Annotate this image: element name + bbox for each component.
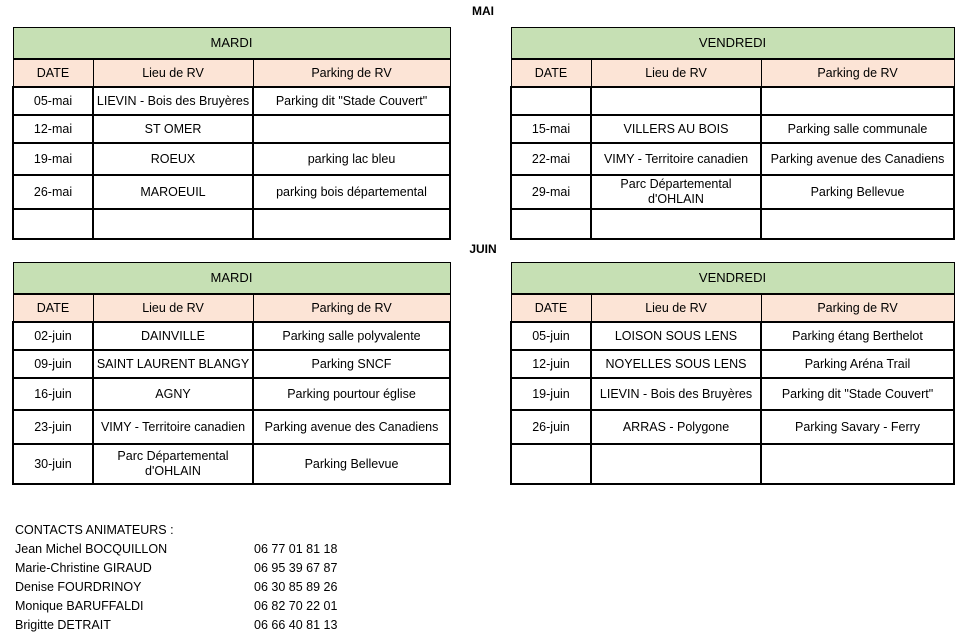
parking-cell: Parking SNCF [253,350,450,378]
lieu-cell [591,87,761,115]
table-row [511,115,954,143]
lieu-cell: LIEVIN - Bois des Bruyères [93,87,253,115]
table-row [13,378,450,410]
parking-cell: Parking salle polyvalente [253,322,450,350]
lieu-cell: SAINT LAURENT BLANGY [93,350,253,378]
table-row [13,444,450,484]
schedule-table-juin-vendredi [510,262,955,485]
table-row [511,209,954,239]
table-row [13,143,450,175]
schedule-table-mai-vendredi [510,27,955,240]
date-column-header: DATE [511,294,591,322]
parking-cell: Parking avenue des Canadiens [761,143,954,175]
lieu-cell [591,444,761,484]
lieu-cell: ST OMER [93,115,253,143]
contact-phone: 06 95 39 67 87 [254,561,338,575]
parking-cell [253,209,450,239]
date-cell: 05-mai [13,87,93,115]
date-cell: 29-mai [511,175,591,209]
date-cell: 19-juin [511,378,591,410]
date-cell: 15-mai [511,115,591,143]
date-cell: 22-mai [511,143,591,175]
table-row [511,143,954,175]
lieu-cell: VIMY - Territoire canadien [93,410,253,444]
table-row [511,444,954,484]
table-row [511,410,954,444]
date-cell: 12-juin [511,350,591,378]
parking-cell: Parking Aréna Trail [761,350,954,378]
parking-cell: Parking étang Berthelot [761,322,954,350]
lieu-cell: Parc Départemental d'OHLAIN [93,444,253,484]
weekday-header: VENDREDI [511,28,954,60]
table-row [511,175,954,209]
table-row [13,350,450,378]
lieu-column-header: Lieu de RV [93,59,253,87]
lieu-cell [93,209,253,239]
table-row [13,322,450,350]
table-row [13,87,450,115]
date-cell: 26-juin [511,410,591,444]
parking-cell: Parking avenue des Canadiens [253,410,450,444]
date-cell: 16-juin [13,378,93,410]
contact-row [15,559,337,578]
contact-name: Marie-Christine GIRAUD [15,561,152,575]
parking-cell: Parking Savary - Ferry [761,410,954,444]
date-cell [13,209,93,239]
table-row [511,322,954,350]
parking-column-header: Parking de RV [253,294,450,322]
parking-cell [761,444,954,484]
weekday-header: MARDI [13,263,450,295]
schedule-table-juin-mardi [12,262,451,485]
lieu-cell: NOYELLES SOUS LENS [591,350,761,378]
parking-cell: parking bois départemental [253,175,450,209]
date-cell: 09-juin [13,350,93,378]
contact-name: Brigitte DETRAIT [15,618,111,632]
weekday-header: MARDI [13,28,450,60]
contact-phone: 06 66 40 81 13 [254,618,338,632]
date-column-header: DATE [13,59,93,87]
lieu-cell: ARRAS - Polygone [591,410,761,444]
lieu-cell: LIEVIN - Bois des Bruyères [591,378,761,410]
lieu-cell [591,209,761,239]
lieu-cell: DAINVILLE [93,322,253,350]
contact-name: Denise FOURDRINOY [15,580,142,594]
date-cell [511,87,591,115]
schedule-table-mai-mardi [12,27,451,240]
table-row [511,87,954,115]
date-cell: 30-juin [13,444,93,484]
table-row [13,209,450,239]
table-row [511,378,954,410]
table-row [13,115,450,143]
contacts-block [15,521,337,635]
date-cell: 23-juin [13,410,93,444]
parking-cell: parking lac bleu [253,143,450,175]
weekday-header: VENDREDI [511,263,954,295]
lieu-cell: ROEUX [93,143,253,175]
month-title-juin: JUIN [469,242,497,256]
contact-name: Jean Michel BOCQUILLON [15,542,168,556]
contact-row [15,597,337,616]
contact-phone: 06 30 85 89 26 [254,580,338,594]
contacts-title: CONTACTS ANIMATEURS : [15,523,174,537]
parking-cell [253,115,450,143]
lieu-cell: VILLERS AU BOIS [591,115,761,143]
parking-cell [761,87,954,115]
table-row [13,410,450,444]
lieu-cell: AGNY [93,378,253,410]
lieu-column-header: Lieu de RV [591,294,761,322]
contact-phone: 06 77 01 81 18 [254,542,338,556]
parking-cell [761,209,954,239]
month-title-mai: MAI [472,4,494,18]
lieu-cell: VIMY - Territoire canadien [591,143,761,175]
date-cell: 12-mai [13,115,93,143]
lieu-column-header: Lieu de RV [591,59,761,87]
lieu-cell: MAROEUIL [93,175,253,209]
parking-cell: Parking dit "Stade Couvert" [761,378,954,410]
date-cell: 26-mai [13,175,93,209]
parking-column-header: Parking de RV [253,59,450,87]
parking-cell: Parking salle communale [761,115,954,143]
lieu-column-header: Lieu de RV [93,294,253,322]
parking-column-header: Parking de RV [761,59,954,87]
contact-row [15,616,337,635]
parking-cell: Parking Bellevue [253,444,450,484]
contact-name: Monique BARUFFALDI [15,599,144,613]
parking-cell: Parking pourtour église [253,378,450,410]
date-cell: 19-mai [13,143,93,175]
lieu-cell: LOISON SOUS LENS [591,322,761,350]
date-cell [511,444,591,484]
date-cell: 05-juin [511,322,591,350]
table-row [511,350,954,378]
contact-row [15,540,337,559]
parking-cell: Parking dit "Stade Couvert" [253,87,450,115]
contact-row [15,578,337,597]
date-column-header: DATE [13,294,93,322]
lieu-cell: Parc Départemental d'OHLAIN [591,175,761,209]
date-cell: 02-juin [13,322,93,350]
date-cell [511,209,591,239]
parking-column-header: Parking de RV [761,294,954,322]
date-column-header: DATE [511,59,591,87]
parking-cell: Parking Bellevue [761,175,954,209]
table-row [13,175,450,209]
contact-phone: 06 82 70 22 01 [254,599,338,613]
